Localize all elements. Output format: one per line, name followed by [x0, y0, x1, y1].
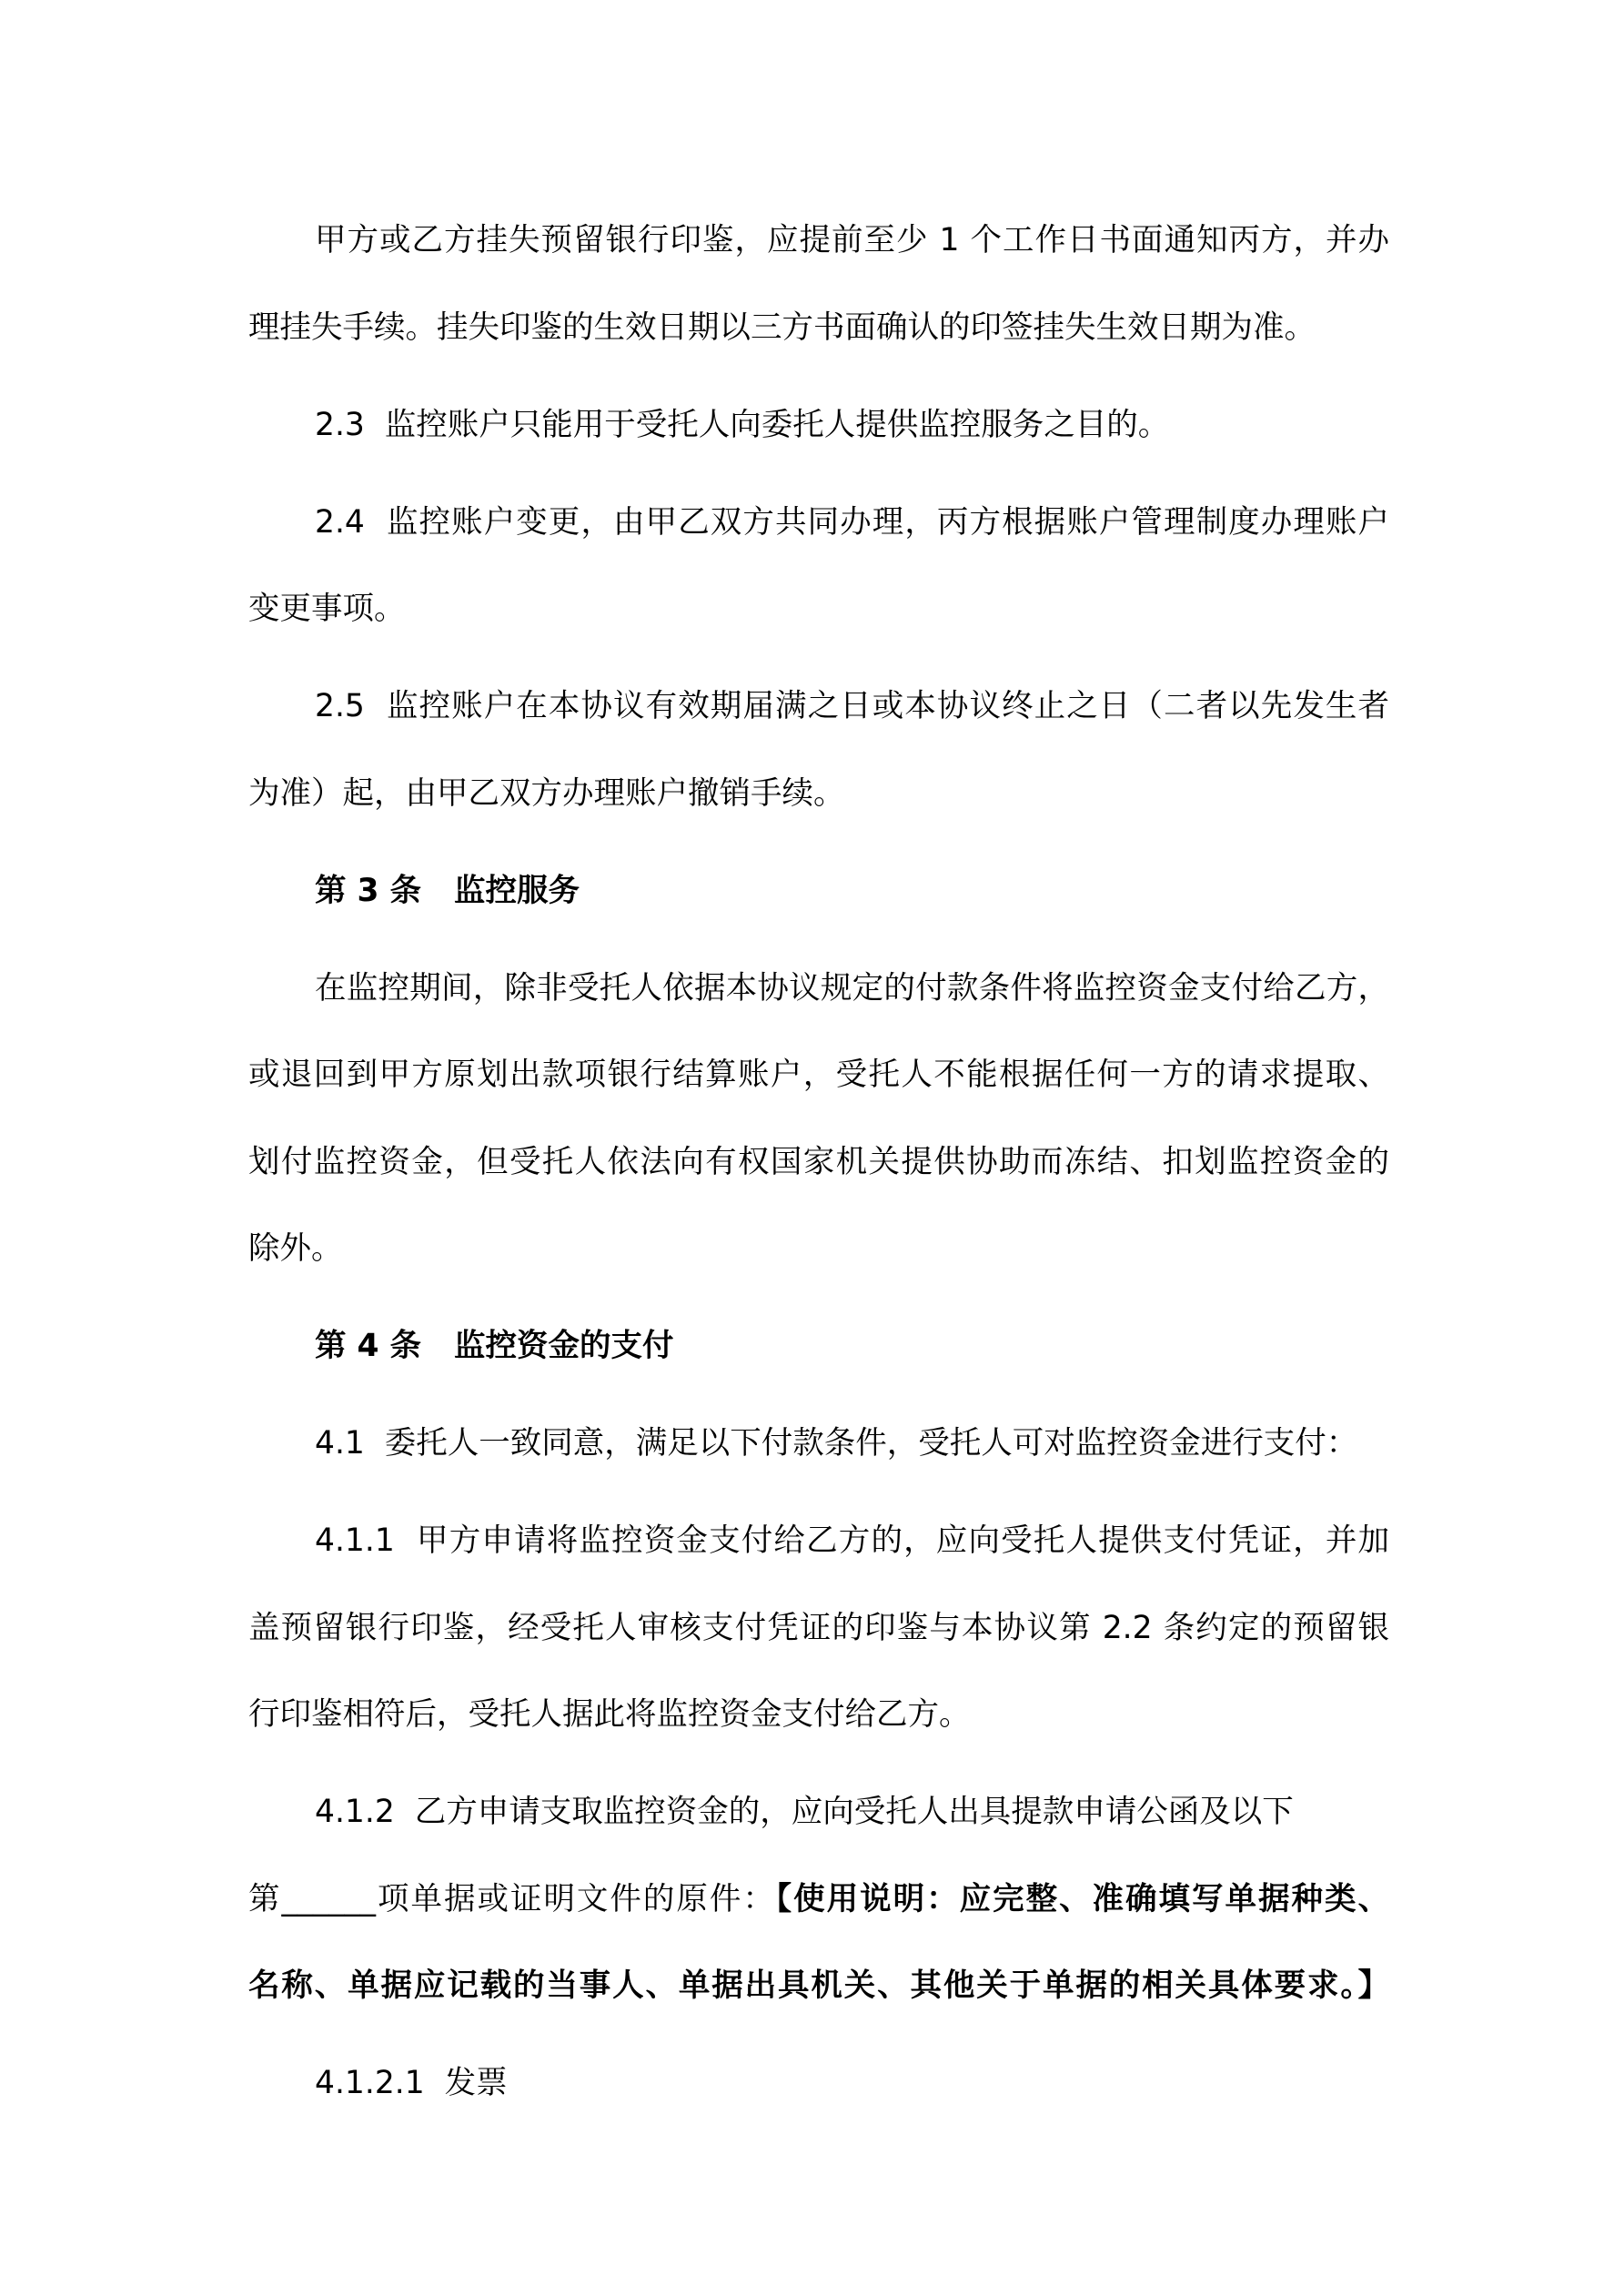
paragraph-line: 甲方或乙方挂失预留银行印鉴，应提前至少 1 个工作日书面通知丙方，并办: [315, 222, 1389, 258]
paragraph-clause-2-4: [248, 480, 1389, 653]
paragraph-line: 或退回到甲方原划出款项银行结算账户，受托人不能根据任何一方的请求提取、: [248, 1057, 1389, 1093]
paragraph-monitoring-service: [248, 946, 1389, 1293]
paragraph-clause-4-1-2: [248, 1769, 1389, 2030]
paragraph-line: 理挂失手续。挂失印鉴的生效日期以三方书面确认的印签挂失生效日期为准。: [248, 308, 1316, 346]
paragraph-clause-4-1: [248, 1401, 1389, 1488]
paragraph-line: 为准）起，由甲乙双方办理账户撤销手续。: [248, 774, 845, 812]
document-count-blank-text: 第______项单据或证明文件的原件：: [248, 1880, 776, 1917]
paragraph-line: 在监控期间，除非受托人依据本协议规定的付款条件将监控资金支付给乙方，: [315, 969, 1389, 1006]
paragraph-line: 划付监控资金，但受托人依法向有权国家机关提供协助而冻结、扣划监控资金的: [248, 1143, 1389, 1180]
usage-note-line: 名称、单据应记载的当事人、单据出具机关、其他关于单据的相关具体要求。】: [248, 1967, 1389, 2004]
paragraph-line: 盖预留银行印鉴，经受托人审核支付凭证的印鉴与本协议第 2.2 条约定的预留银: [248, 1609, 1389, 1646]
clause-3-heading: 第 3 条 监控服务: [315, 872, 580, 909]
paragraph-line: 2.4 监控账户变更，由甲乙双方共同办理，丙方根据账户管理制度办理账户: [315, 503, 1389, 541]
document-page: [248, 197, 1389, 2138]
paragraph-clause-2-3: [248, 382, 1389, 470]
paragraph-clause-4-1-1: [248, 1498, 1389, 1759]
paragraph-line: 4.1 委托人一致同意，满足以下付款条件，受托人可对监控资金进行支付：: [315, 1425, 1358, 1462]
clause-3-heading-block: [248, 848, 1389, 936]
paragraph-clause-2-5: [248, 663, 1389, 837]
paragraph-seal-loss: [248, 197, 1389, 371]
paragraph-line: 4.1.2 乙方申请支取监控资金的，应向受托人出具提款申请公函及以下: [315, 1794, 1294, 1830]
paragraph-line: 2.5 监控账户在本协议有效期届满之日或本协议终止之日（二者以先发生者: [315, 688, 1389, 724]
paragraph-line: 行印鉴相符后，受托人据此将监控资金支付给乙方。: [248, 1696, 971, 1733]
usage-note: 【使用说明：应完整、准确填写单据种类、: [775, 1880, 1389, 1917]
paragraph-line: 4.1.1 甲方申请将监控资金支付给乙方的，应向受托人提供支付凭证，并加: [315, 1522, 1389, 1559]
paragraph-line: 2.3 监控账户只能用于受托人向委托人提供监控服务之目的。: [315, 406, 1170, 443]
paragraph-line: [248, 1856, 1389, 1944]
paragraph-line: 4.1.2.1 发票: [315, 2065, 508, 2101]
clause-4-heading: 第 4 条 监控资金的支付: [315, 1328, 674, 1364]
paragraph-clause-4-1-2-1: [248, 2040, 1389, 2128]
paragraph-line: 除外。: [248, 1230, 343, 1267]
clause-4-heading-block: [248, 1303, 1389, 1391]
paragraph-line: 变更事项。: [248, 591, 406, 627]
